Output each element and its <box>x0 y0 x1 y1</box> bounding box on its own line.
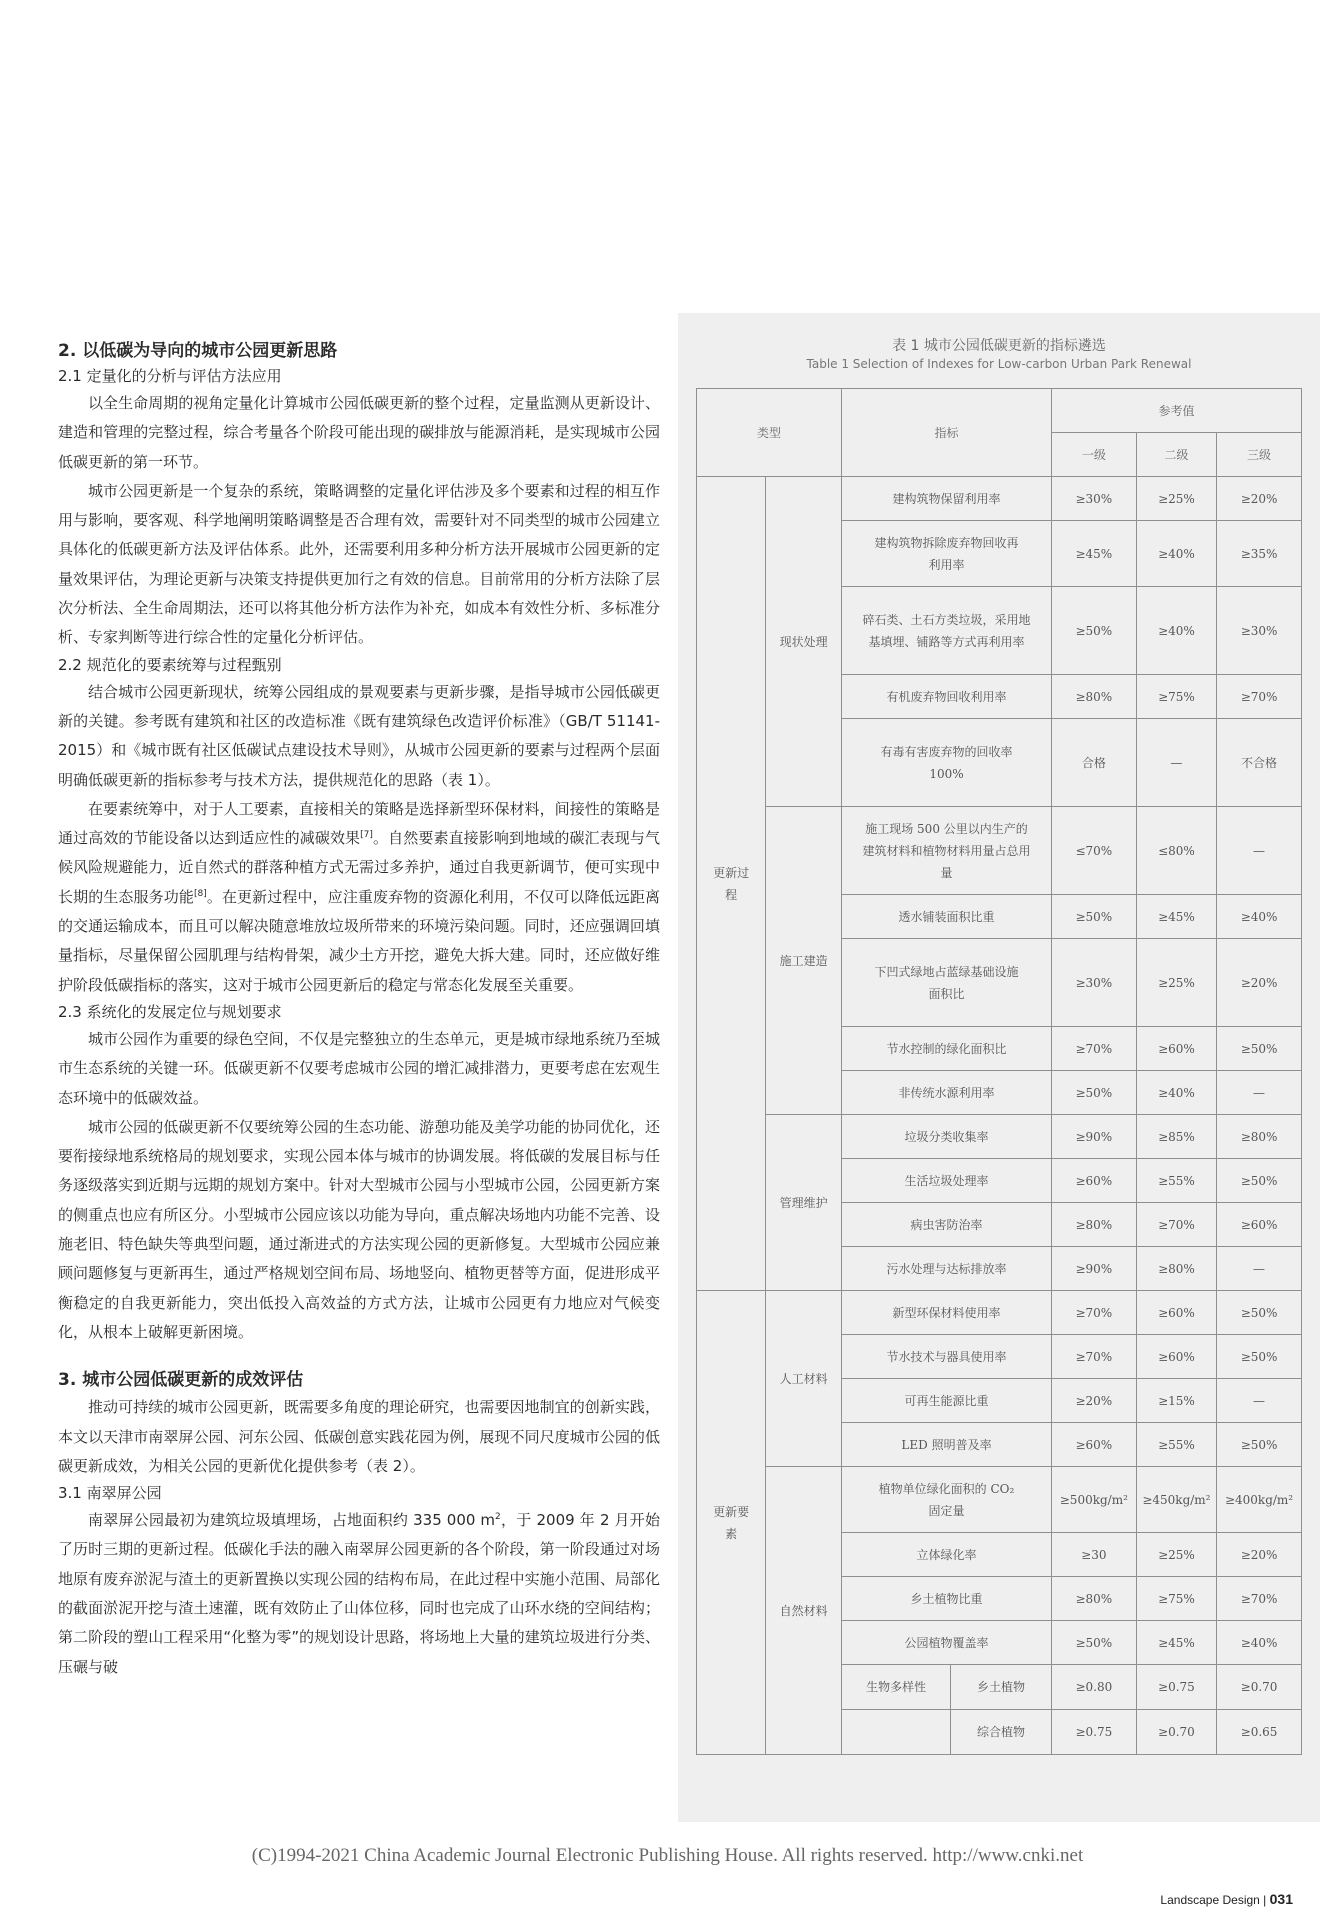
table-row <box>697 807 1302 895</box>
page-number: 031 <box>1269 1891 1293 1907</box>
row-value-2: ≥60% <box>1136 1027 1216 1071</box>
row-name: 施工现场 500 公里以内生产的建筑材料和植物材料用量占总用量 <box>842 807 1052 895</box>
row-value-1: ≥30 <box>1051 1533 1136 1577</box>
row-value-2: ≥60% <box>1136 1335 1216 1379</box>
row-value-1: ≥0.80 <box>1051 1665 1136 1710</box>
row-name: 有毒有害废弃物的回收率 100% <box>842 719 1052 807</box>
table-row <box>697 1467 1302 1533</box>
main-text-column <box>58 338 660 1682</box>
table-panel <box>678 313 1320 1822</box>
row-value-1: ≥70% <box>1051 1335 1136 1379</box>
row-value-3: ≥40% <box>1217 895 1302 939</box>
row-name: 有机废弃物回收利用率 <box>842 675 1052 719</box>
section-3-1-heading: 3.1 南翠屏公园 <box>58 1484 162 1503</box>
row-value-3: ≥70% <box>1217 675 1302 719</box>
paragraph: 推动可持续的城市公园更新，既需要多角度的理论研究，也需要因地制宜的创新实践，本文以天津市南翠屏公园、河东公园、低碳创意实践花园为例，展现不同尺度城市公园的低碳更新成效，为相关公园的更新优化提供参考（表 2）。 <box>58 1398 660 1475</box>
row-value-1: ≥70% <box>1051 1027 1136 1071</box>
section-2-3-heading: 2.3 系统化的发展定位与规划要求 <box>58 1002 282 1021</box>
row-value-1: ≥20% <box>1051 1379 1136 1423</box>
group-construction: 施工建造 <box>766 807 842 1115</box>
row-name: 下凹式绿地占蓝绿基础设施面积比 <box>842 939 1052 1027</box>
row-name: 植物单位绿化面积的 CO₂ 固定量 <box>842 1467 1052 1533</box>
row-value-1: ≥80% <box>1051 1203 1136 1247</box>
row-value-1: ≥80% <box>1051 1577 1136 1621</box>
group-elements: 更新要素 <box>697 1291 766 1755</box>
journal-name: Landscape Design <box>1160 1893 1260 1907</box>
row-value-3: — <box>1217 1071 1302 1115</box>
row-value-1: ≥50% <box>1051 895 1136 939</box>
page-footer <box>1160 1891 1293 1907</box>
row-value-2: ≥40% <box>1136 521 1216 587</box>
citation-ref: [7] <box>360 830 373 841</box>
row-value-2: ≥450kg/m² <box>1136 1467 1216 1533</box>
row-value-2: ≥25% <box>1136 939 1216 1027</box>
row-name: 碎石类、土石方类垃圾，采用地基填埋、铺路等方式再利用率 <box>842 587 1052 675</box>
row-name: 公园植物覆盖率 <box>842 1621 1052 1665</box>
section-2-1-heading: 2.1 定量化的分析与评估方法应用 <box>58 367 282 385</box>
row-value-3: ≥20% <box>1217 1533 1302 1577</box>
row-value-3: ≥50% <box>1217 1159 1302 1203</box>
row-value-3: ≥0.70 <box>1217 1665 1302 1710</box>
row-value-1: ≥500kg/m² <box>1051 1467 1136 1533</box>
row-name: 透水铺装面积比重 <box>842 895 1052 939</box>
paragraph: 城市公园的低碳更新不仅要统筹公园的生态功能、游憩功能及美学功能的协同优化，还要衔接绿地系统格局的规划要求，实现公园本体与城市的协调发展。将低碳的发展目标与任务逐级落实到近期与远期的规划方案中。针对大型城市公园与小型城市公园，公园更新方案的侧重点也应有所区分。小型城市公园应该以功能为导向，重点解决场地内功能不完善、设施老旧、特色缺失等典型问题，通过渐进式的方法实现公园的更新修复。大型城市公园应兼顾问题修复与更新再生，通过严格规划空间布局、场地竖向、植物更替等方面，促进形成平衡稳定的自我更新能力，突出低投入高效益的方式方法，让城市公园更有力地应对气候变化，从根本上破解更新困境。 <box>58 1117 660 1341</box>
row-value-1: ≥0.75 <box>1051 1710 1136 1755</box>
row-value-2: ≥70% <box>1136 1203 1216 1247</box>
row-name: 节水技术与器具使用率 <box>842 1335 1052 1379</box>
row-name: 建构筑物拆除废弃物回收再利用率 <box>842 521 1052 587</box>
group-artificial: 人工材料 <box>766 1291 842 1467</box>
row-value-2: ≥75% <box>1136 675 1216 719</box>
row-value-3: ≥30% <box>1217 587 1302 675</box>
paragraph: 结合城市公园更新现状，统筹公园组成的景观要素与更新步骤，是指导城市公园低碳更新的关键。参考既有建筑和社区的改造标准《既有建筑绿色改造评价标准》（GB/T 51141-2015）和《城市既有社区低碳试点建设技术导则》，从城市公园更新的要素与过程两个层面明确低碳更新的指标参考与技术方法，提供规范化的思路（表 1）。 <box>58 682 660 789</box>
row-value-2: ≥25% <box>1136 477 1216 521</box>
row-value-3: ≥20% <box>1217 939 1302 1027</box>
row-value-3: ≥0.65 <box>1217 1710 1302 1755</box>
superscript: 2 <box>495 1512 501 1523</box>
row-name: 乡土植物比重 <box>842 1577 1052 1621</box>
row-name: 新型环保材料使用率 <box>842 1291 1052 1335</box>
table-caption-en: Table 1 Selection of Indexes for Low-carbon Urban Park Renewal <box>806 357 1192 371</box>
row-value-2: ≥85% <box>1136 1115 1216 1159</box>
row-value-2: — <box>1136 719 1216 807</box>
row-value-2: ≥45% <box>1136 895 1216 939</box>
row-name: 垃圾分类收集率 <box>842 1115 1052 1159</box>
paragraph <box>58 1506 660 1682</box>
text-run: 。在更新过程中，应注重废弃物的资源化利用，不仅可以降低远距离的交通运输成本，而且可以解决随意堆放垃圾所带来的环境污染问题。同时，还应强调回填量指标，尽量保留公园肌理与结构骨架，减少土方开挖，避免大拆大建。同时，还应做好维护阶段低碳指标的落实，这对于城市公园更新后的稳定与常态化发展至关重要。 <box>58 887 660 994</box>
row-value-3: ≥40% <box>1217 1621 1302 1665</box>
header-level-1: 一级 <box>1051 433 1136 477</box>
subgroup-biodiversity: 生物多样性 <box>842 1665 951 1709</box>
table-caption-cn: 表 1 城市公园低碳更新的指标遴选 <box>892 338 1106 354</box>
row-name: 建构筑物保留利用率 <box>842 477 1052 521</box>
row-value-2: ≥40% <box>1136 1071 1216 1115</box>
group-maintenance: 管理维护 <box>766 1115 842 1291</box>
row-value-2: ≤80% <box>1136 807 1216 895</box>
row-name: 立体绿化率 <box>842 1533 1052 1577</box>
section-2-heading: 2. 以低碳为导向的城市公园更新思路 <box>58 341 338 361</box>
row-name: 污水处理与达标排放率 <box>842 1247 1052 1291</box>
header-type: 类型 <box>697 389 842 477</box>
row-value-3: ≥20% <box>1217 477 1302 521</box>
row-value-1: ≥90% <box>1051 1115 1136 1159</box>
paragraph: 以全生命周期的视角定量化计算城市公园低碳更新的整个过程，定量监测从更新设计、建造和管理的完整过程，综合考量各个阶段可能出现的碳排放与能源消耗，是实现城市公园低碳更新的第一环节。 <box>58 394 660 471</box>
row-name: 乡土植物 <box>977 1680 1026 1694</box>
row-value-2: ≥15% <box>1136 1379 1216 1423</box>
table-row <box>697 1115 1302 1159</box>
header-level-2: 二级 <box>1136 433 1216 477</box>
row-value-3: ≥80% <box>1217 1115 1302 1159</box>
row-name: 节水控制的绿化面积比 <box>842 1027 1052 1071</box>
row-value-3: ≥50% <box>1217 1423 1302 1467</box>
row-value-3: 不合格 <box>1217 719 1302 807</box>
citation-ref: [8] <box>193 888 207 899</box>
row-value-1: ≤70% <box>1051 807 1136 895</box>
row-value-1: ≥50% <box>1051 1071 1136 1115</box>
row-value-2: ≥25% <box>1136 1533 1216 1577</box>
row-value-1: ≥50% <box>1051 587 1136 675</box>
row-value-3: — <box>1217 1247 1302 1291</box>
row-value-1: ≥70% <box>1051 1291 1136 1335</box>
row-value-3: ≥400kg/m² <box>1217 1467 1302 1533</box>
row-name: 病虫害防治率 <box>842 1203 1052 1247</box>
text-run: 。自然要素直接影响到地域的碳汇表现与气候风险规避能力，近自然式的群落种植方式无需过多养护，通过自我更新调节，便可实现中长期的生态服务功能 <box>58 829 660 906</box>
row-value-3: ≥70% <box>1217 1577 1302 1621</box>
header-index: 指标 <box>842 389 1052 477</box>
row-name: 可再生能源比重 <box>842 1379 1052 1423</box>
section-2-2-heading: 2.2 规范化的要素统筹与过程甄别 <box>58 655 282 674</box>
header-reference: 参考值 <box>1051 389 1301 433</box>
row-value-3: ≥50% <box>1217 1291 1302 1335</box>
row-value-3: ≥60% <box>1217 1203 1302 1247</box>
paragraph <box>58 795 660 1000</box>
header-level-3: 三级 <box>1217 433 1302 477</box>
footer-separator: | <box>1263 1893 1267 1907</box>
copyright-notice: (C)1994-2021 China Academic Journal Electronic Publishing House. All rights reserved. http://www.cnki.net <box>251 1845 1084 1866</box>
group-natural: 自然材料 <box>766 1467 842 1755</box>
text-run: 在要素统筹中，对于人工要素，直接相关的策略是选择新型环保材料，间接性的策略是通过高效的节能设备以达到适应性的减碳效果 <box>58 799 660 848</box>
row-name <box>842 1665 1052 1710</box>
text-run: ，于 2009 年 2 月开始了历时三期的更新过程。低碳化手法的融入南翠屏公园更新的各个阶段，第一阶段通过对场地原有废弃淤泥与渣土的更新置换以实现公园的结构布局，在此过程中实施小范围、局部化的截面淤泥开挖与渣土速灌，既有效防止了山体位移，同时也完成了山环水绕的空间结构；第二阶段的塑山工程采用“化整为零”的规划设计思路，将场地上大量的建筑垃圾进行分类、压碾与破 <box>58 1511 660 1676</box>
row-name: LED 照明普及率 <box>842 1423 1052 1467</box>
row-value-1: ≥60% <box>1051 1159 1136 1203</box>
indicator-table <box>696 388 1302 1755</box>
paragraph: 城市公园更新是一个复杂的系统，策略调整的定量化评估涉及多个要素和过程的相互作用与影响，要客观、科学地阐明策略调整是否合理有效，需要针对不同类型的城市公园建立具体化的低碳更新方法及评估体系。此外，还需要利用多种分析方法开展城市公园更新的定量效果评估，为理论更新与决策支持提供更加行之有效的信息。目前常用的分析方法除了层次分析法、全生命周期法，还可以将其他分析方法作为补充，如成本有效性分析、多标准分析、专家判断等进行综合性的定量化分析评估。 <box>58 481 660 647</box>
row-value-1: 合格 <box>1051 719 1136 807</box>
row-name <box>842 1710 1052 1755</box>
row-value-2: ≥0.75 <box>1136 1665 1216 1710</box>
row-value-1: ≥80% <box>1051 675 1136 719</box>
row-value-2: ≥40% <box>1136 587 1216 675</box>
row-value-2: ≥80% <box>1136 1247 1216 1291</box>
row-value-1: ≥30% <box>1051 939 1136 1027</box>
row-value-1: ≥30% <box>1051 477 1136 521</box>
row-value-3: ≥35% <box>1217 521 1302 587</box>
row-name: 生活垃圾处理率 <box>842 1159 1052 1203</box>
table-row <box>697 477 1302 521</box>
row-value-2: ≥0.70 <box>1136 1710 1216 1755</box>
row-value-3: — <box>1217 1379 1302 1423</box>
row-value-1: ≥50% <box>1051 1621 1136 1665</box>
section-3-heading: 3. 城市公园低碳更新的成效评估 <box>58 1370 304 1391</box>
row-value-1: ≥60% <box>1051 1423 1136 1467</box>
table-row <box>697 1291 1302 1335</box>
row-name: 非传统水源利用率 <box>842 1071 1052 1115</box>
row-name: 综合植物 <box>977 1725 1026 1739</box>
group-process: 更新过程 <box>697 477 766 1291</box>
row-value-3: — <box>1217 807 1302 895</box>
group-status: 现状处理 <box>766 477 842 807</box>
row-value-3: ≥50% <box>1217 1335 1302 1379</box>
row-value-3: ≥50% <box>1217 1027 1302 1071</box>
row-value-2: ≥55% <box>1136 1159 1216 1203</box>
row-value-2: ≥45% <box>1136 1621 1216 1665</box>
row-value-1: ≥90% <box>1051 1247 1136 1291</box>
row-value-2: ≥60% <box>1136 1291 1216 1335</box>
row-value-1: ≥45% <box>1051 521 1136 587</box>
row-value-2: ≥55% <box>1136 1423 1216 1467</box>
text-run: 南翠屏公园最初为建筑垃圾填埋场，占地面积约 335 000 m <box>88 1511 496 1530</box>
row-value-2: ≥75% <box>1136 1577 1216 1621</box>
paragraph: 城市公园作为重要的绿色空间，不仅是完整独立的生态单元，更是城市绿地系统乃至城市生态系统的关键一环。低碳更新不仅要考虑城市公园的增汇减排潜力，更要考虑在宏观生态环境中的低碳效益。 <box>58 1029 660 1107</box>
